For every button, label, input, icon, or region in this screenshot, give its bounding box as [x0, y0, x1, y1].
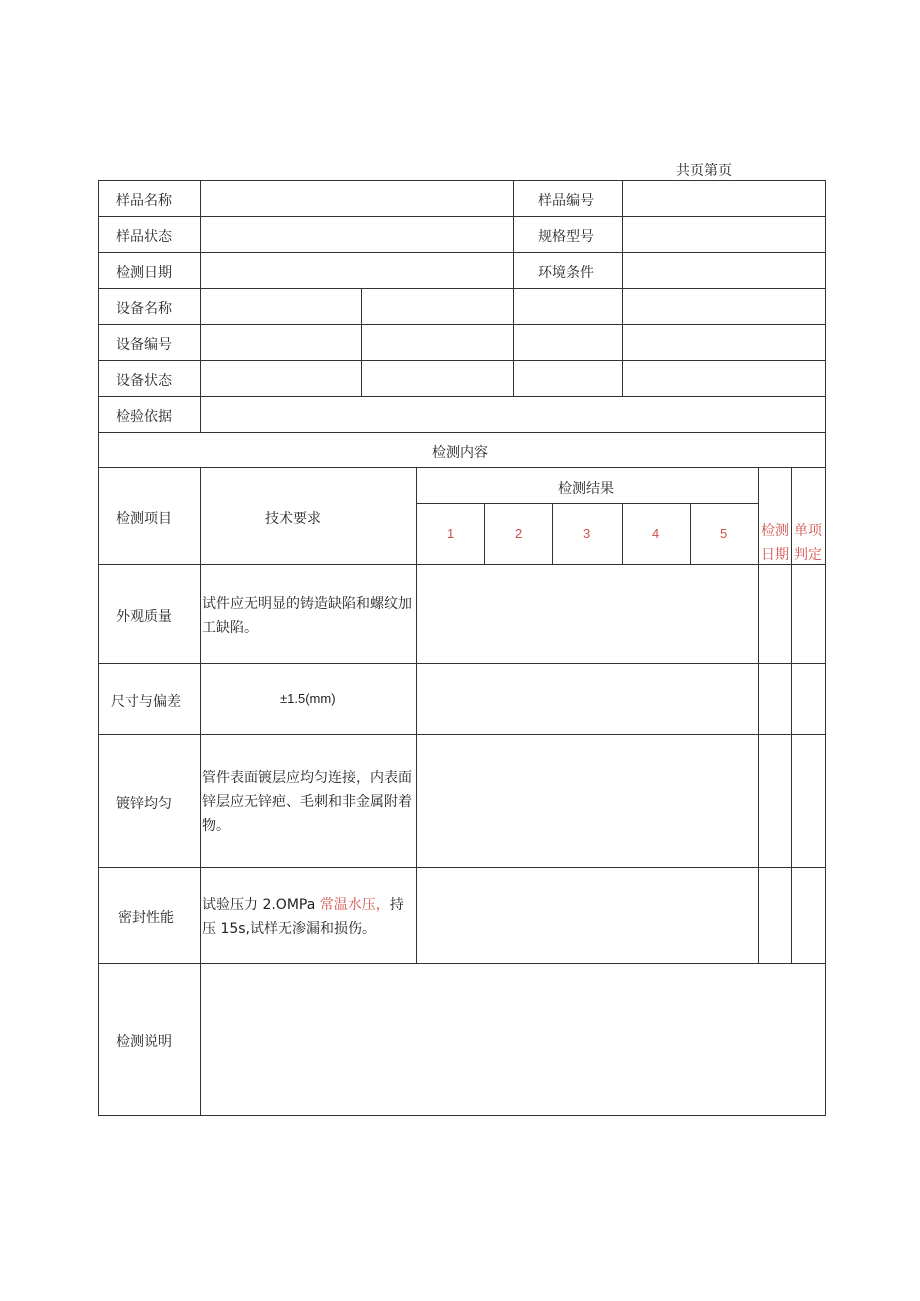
row-divider — [98, 324, 826, 325]
appearance-item-label: 外观质量 — [116, 609, 172, 625]
sample-number-label: 样品编号 — [538, 193, 594, 209]
results-header: 检测结果 — [558, 481, 614, 497]
sealing-requirement-prefix: 试验压力 2.OMPa — [202, 897, 320, 913]
column-divider — [622, 503, 623, 564]
column-divider — [361, 288, 362, 396]
content-header: 检测内容 — [432, 445, 488, 461]
row-divider — [98, 663, 826, 664]
column-divider — [690, 503, 691, 564]
row-divider — [98, 360, 826, 361]
appearance-requirement: 试件应无明显的铸造缺陷和螺纹加工缺陷。 — [202, 596, 412, 636]
sample-state-label: 样品状态 — [116, 229, 172, 245]
row-divider — [98, 216, 826, 217]
row-divider — [98, 734, 826, 735]
row-divider — [98, 867, 826, 868]
column-divider — [758, 467, 759, 963]
column-divider — [416, 467, 417, 963]
dimension-item-label: 尺寸与偏差 — [111, 694, 181, 710]
column-divider — [552, 503, 553, 564]
row-divider — [416, 503, 758, 504]
sealing-requirement — [202, 893, 416, 941]
row-divider — [98, 564, 826, 565]
sealing-requirement-suffix: 持压 15s,试样无渗漏和损伤。 — [202, 897, 404, 937]
column-divider — [200, 467, 201, 1116]
test-date-label: 检测日期 — [116, 265, 172, 281]
result-column-1: 1 — [447, 526, 455, 541]
galvanizing-item-label: 镀锌均匀 — [116, 796, 172, 812]
env-conditions-label: 环境条件 — [538, 265, 594, 281]
equipment-name-label: 设备名称 — [116, 301, 172, 317]
test-date-column-header-line2: 日期 — [761, 547, 789, 563]
row-divider — [98, 963, 826, 964]
row-divider — [98, 467, 826, 468]
inspection-form-table — [98, 180, 826, 1116]
column-divider — [791, 467, 792, 963]
column-divider — [484, 503, 485, 564]
notes-label: 检测说明 — [116, 1034, 172, 1050]
spec-model-label: 规格型号 — [538, 229, 594, 245]
row-divider — [98, 396, 826, 397]
inspection-basis-label: 检验依据 — [116, 409, 172, 425]
result-column-2: 2 — [515, 526, 523, 541]
column-divider — [622, 180, 623, 396]
result-column-5: 5 — [720, 526, 728, 541]
equipment-state-label: 设备状态 — [116, 373, 172, 389]
column-divider — [513, 180, 514, 396]
sample-name-label: 样品名称 — [116, 193, 172, 209]
result-column-4: 4 — [652, 526, 660, 541]
column-divider — [200, 180, 201, 432]
test-item-header: 检测项目 — [116, 511, 172, 527]
sealing-requirement-highlight: 常温水压， — [319, 897, 390, 913]
equipment-number-label: 设备编号 — [116, 337, 172, 353]
verdict-column-header-line1: 单项 — [794, 523, 822, 539]
requirement-header: 技术要求 — [265, 511, 321, 527]
test-date-column-header-line1: 检测 — [761, 523, 789, 539]
row-divider — [98, 288, 826, 289]
row-divider — [98, 252, 826, 253]
row-divider — [98, 432, 826, 433]
sealing-item-label: 密封性能 — [118, 910, 174, 926]
verdict-column-header-line2: 判定 — [794, 547, 822, 563]
dimension-requirement: ±1.5(mm) — [280, 691, 336, 706]
page-indicator: 共页第页 — [676, 163, 732, 179]
result-column-3: 3 — [583, 526, 591, 541]
galvanizing-requirement: 管件表面镀层应均匀连接，内表面锌层应无锌疤、毛刺和非金属附着物。 — [202, 770, 412, 834]
